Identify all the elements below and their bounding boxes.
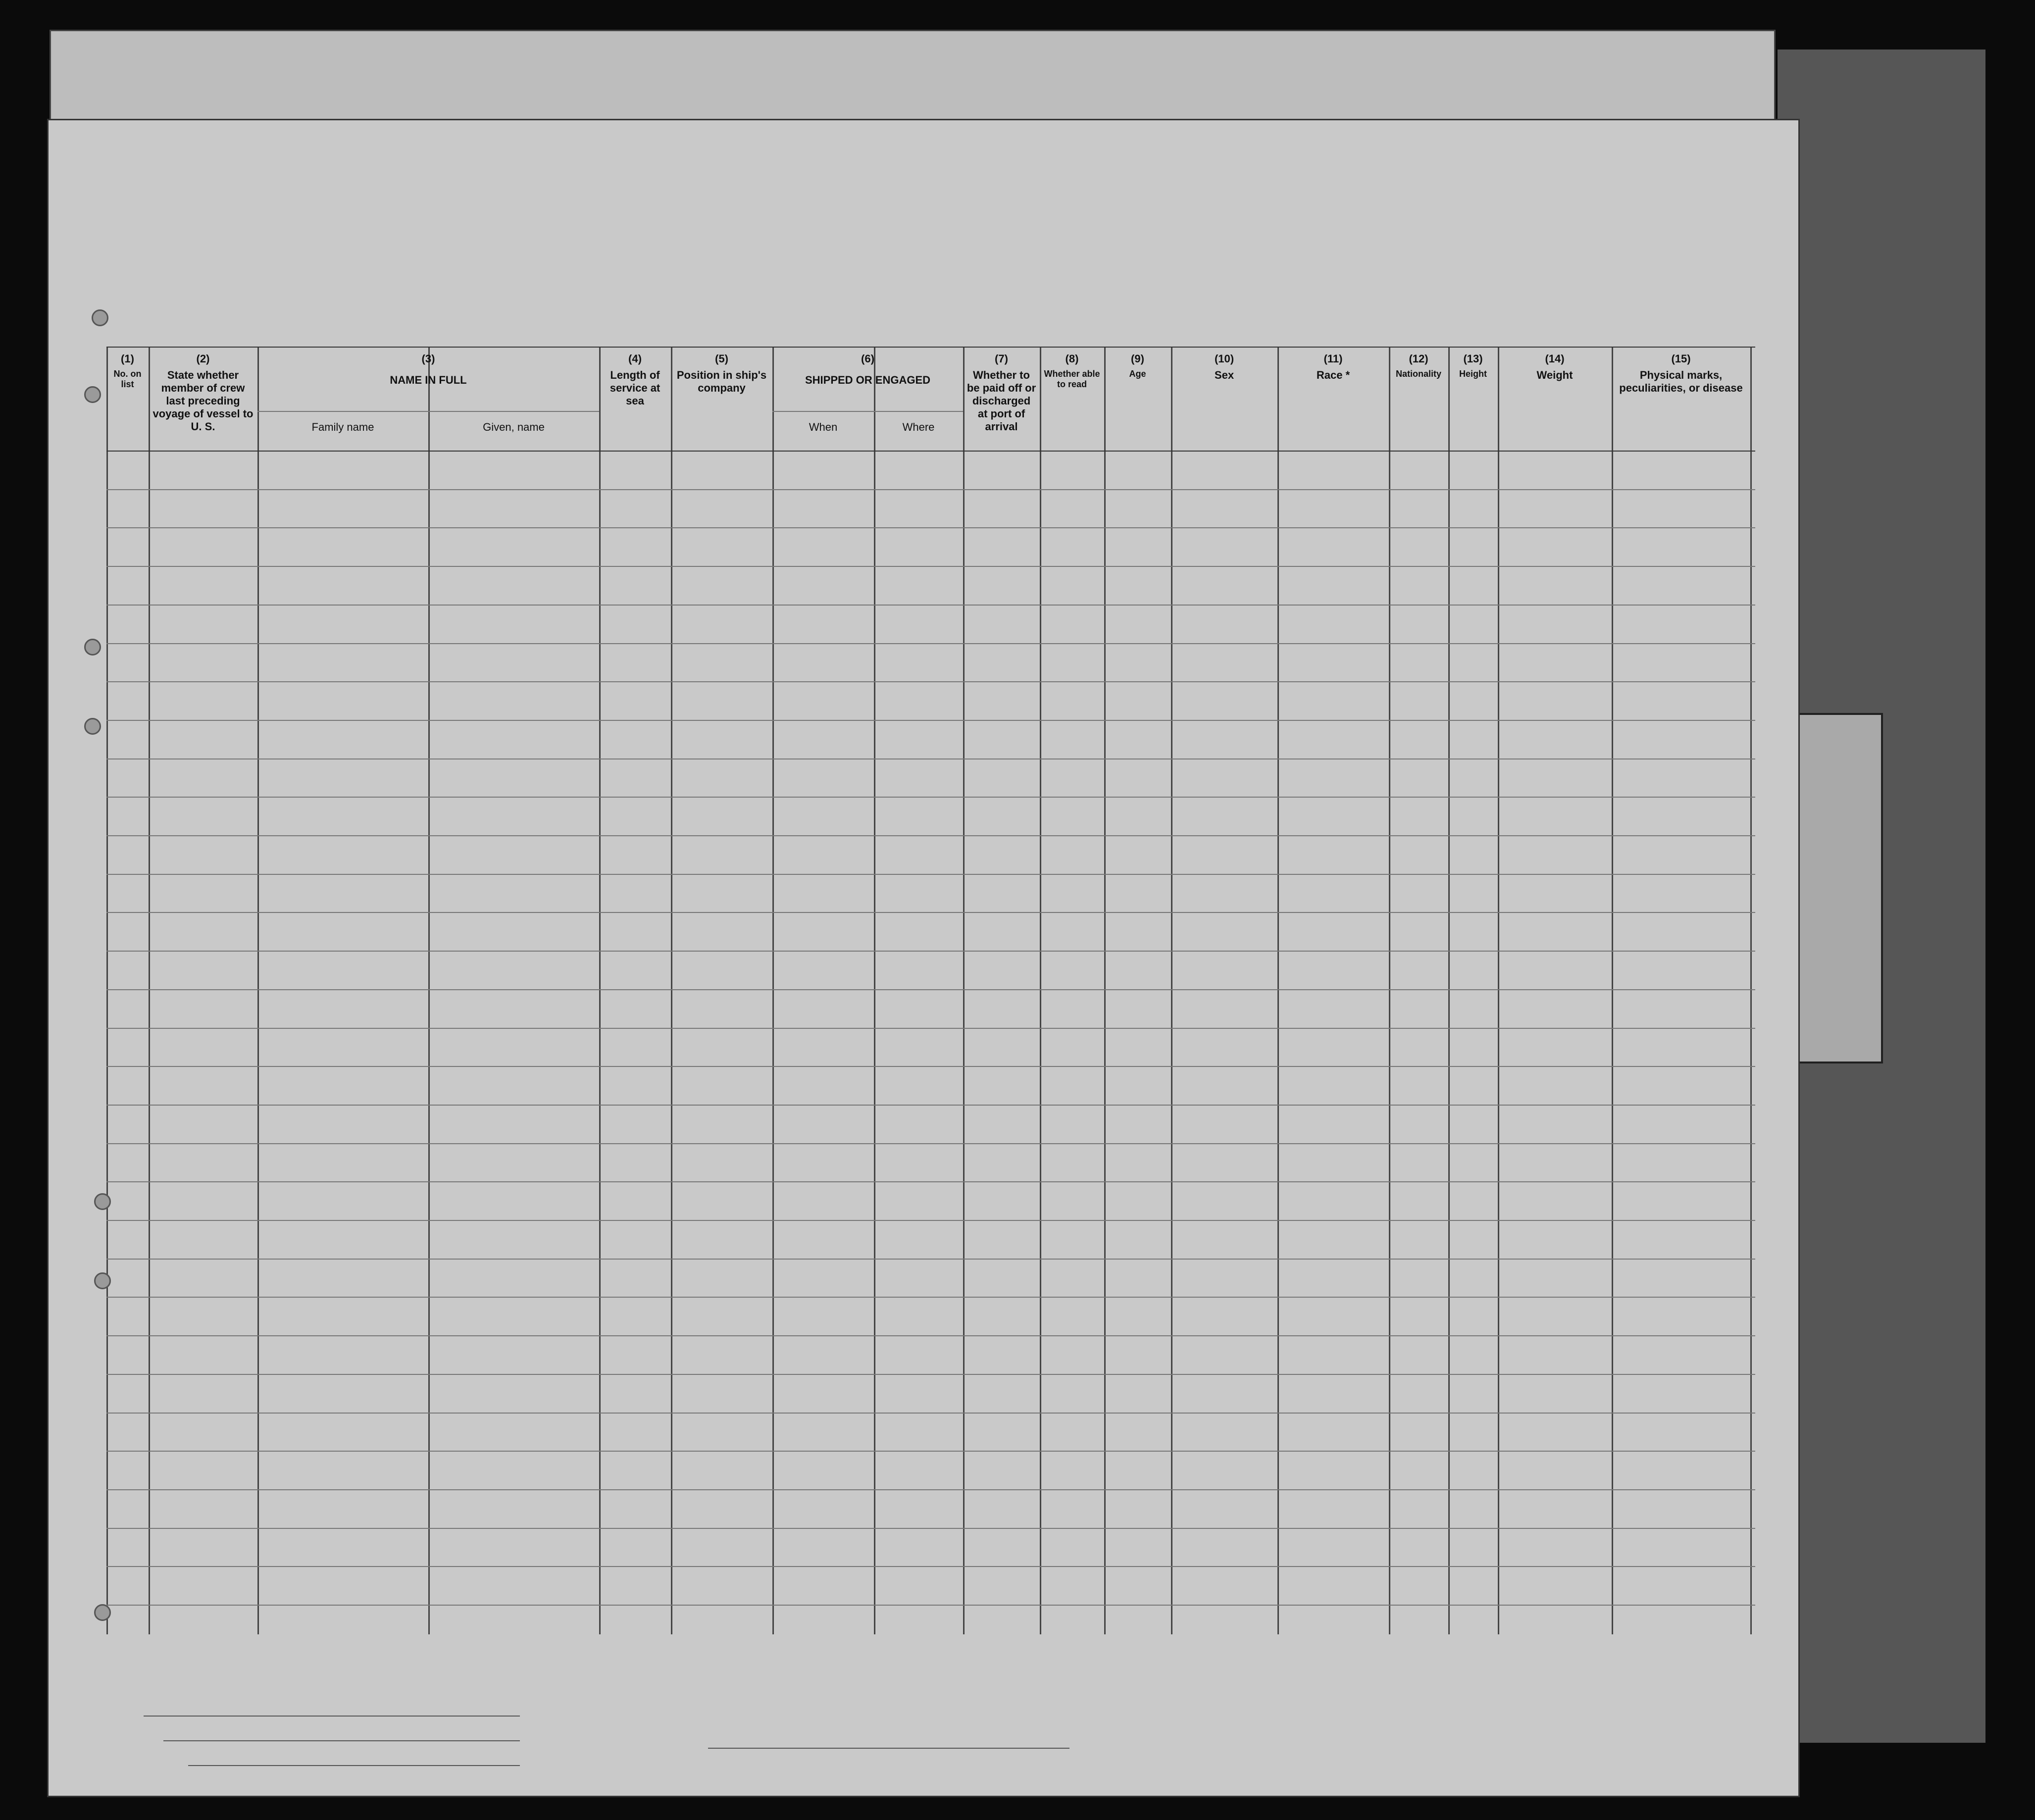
column-number: (10) — [1214, 353, 1234, 365]
row-rule — [106, 989, 1755, 990]
owners-field — [163, 1740, 520, 1741]
row-rule — [106, 951, 1755, 952]
column-header: Nationality — [1395, 369, 1441, 379]
column-rule — [874, 347, 875, 1634]
row-rule — [106, 1259, 1755, 1260]
punch-hole — [84, 639, 101, 656]
column-rule — [1389, 347, 1390, 1634]
column-header: No. on list — [113, 369, 142, 389]
total-passengers-tab — [1792, 713, 1883, 1063]
column-header: State whether member of crew last preceding voyage of vessel to U. S. — [153, 369, 254, 433]
column-rule — [1171, 347, 1172, 1634]
column-header: Weight — [1536, 369, 1573, 381]
column-number: (3) — [421, 353, 435, 365]
row-rule — [106, 681, 1755, 682]
column-number: (11) — [1323, 353, 1343, 365]
row-rule — [106, 874, 1755, 875]
column-header: NAME IN FULL — [390, 374, 467, 386]
column-number: (4) — [628, 353, 642, 365]
column-rule — [1277, 347, 1279, 1634]
row-rule — [106, 489, 1755, 490]
row-rule — [106, 1451, 1755, 1452]
subheader-rule — [772, 411, 963, 412]
column-number: (7) — [995, 353, 1008, 365]
column-rule — [1498, 347, 1499, 1634]
column-number: (12) — [1409, 353, 1428, 365]
row-rule — [106, 797, 1755, 798]
row-rule — [106, 758, 1755, 759]
row-rule — [106, 1566, 1755, 1567]
row-rule — [106, 1105, 1755, 1106]
row-rule — [106, 720, 1755, 721]
punch-hole — [94, 1193, 111, 1210]
header-rule — [106, 347, 1755, 348]
row-rule — [106, 912, 1755, 913]
row-rule — [106, 1605, 1755, 1606]
column-rule — [428, 347, 430, 1634]
column-number: (6) — [861, 353, 874, 365]
column-rule — [1750, 347, 1752, 1634]
column-number: (15) — [1671, 353, 1691, 365]
column-header: Whether to be paid off or discharged at port of arrival — [967, 369, 1036, 433]
column-header: Physical marks, peculiarities, or disease — [1619, 369, 1743, 394]
column-header: SHIPPED OR ENGAGED — [805, 374, 931, 386]
crew-table — [47, 347, 1800, 1678]
column-rule — [963, 347, 965, 1634]
column-subheader: When — [809, 421, 838, 433]
column-number: (2) — [196, 353, 210, 365]
column-subheader: Given, name — [483, 421, 545, 433]
row-rule — [106, 1297, 1755, 1298]
column-number: (1) — [121, 353, 134, 365]
column-subheader: Family name — [311, 421, 374, 433]
column-header: Whether able to read — [1044, 369, 1100, 389]
column-header: Age — [1129, 369, 1146, 379]
column-header: Height — [1459, 369, 1487, 379]
column-rule — [106, 347, 108, 1634]
row-rule — [106, 835, 1755, 836]
punch-hole — [94, 1604, 111, 1621]
line-field — [144, 1716, 520, 1717]
subheader-rule — [257, 411, 599, 412]
column-rule — [1612, 347, 1613, 1634]
column-rule — [149, 347, 150, 1634]
column-number: (8) — [1065, 353, 1079, 365]
punch-hole — [84, 718, 101, 735]
punch-hole — [92, 309, 108, 326]
header-rule — [106, 451, 1755, 452]
column-rule — [599, 347, 601, 1634]
column-number: (5) — [715, 353, 728, 365]
row-rule — [106, 1066, 1755, 1067]
column-header: Length of service at sea — [610, 369, 661, 407]
punch-hole — [84, 386, 101, 403]
column-header: Race * — [1316, 369, 1350, 381]
column-rule — [1040, 347, 1041, 1634]
column-header: Position in ship's company — [676, 369, 767, 394]
column-number: (14) — [1545, 353, 1565, 365]
row-rule — [106, 566, 1755, 567]
vessel-line — [0, 302, 1753, 327]
column-rule — [257, 347, 259, 1634]
row-rule — [106, 1028, 1755, 1029]
row-rule — [106, 1143, 1755, 1144]
row-rule — [106, 1528, 1755, 1529]
row-rule — [106, 1489, 1755, 1490]
column-rule — [1448, 347, 1450, 1634]
column-rule — [772, 347, 774, 1634]
column-number: (9) — [1131, 353, 1144, 365]
column-header: Sex — [1214, 369, 1234, 381]
punch-hole — [94, 1272, 111, 1289]
row-rule — [106, 1181, 1755, 1182]
row-rule — [106, 1374, 1755, 1375]
column-rule — [671, 347, 672, 1634]
column-rule — [1104, 347, 1106, 1634]
column-number: (13) — [1463, 353, 1483, 365]
signature-line — [708, 1748, 1069, 1749]
local-agents-field — [188, 1765, 520, 1766]
row-rule — [106, 643, 1755, 644]
row-rule — [106, 527, 1755, 528]
row-rule — [106, 1220, 1755, 1221]
row-rule — [106, 1413, 1755, 1414]
row-rule — [106, 605, 1755, 606]
column-subheader: Where — [902, 421, 935, 433]
row-rule — [106, 1335, 1755, 1336]
